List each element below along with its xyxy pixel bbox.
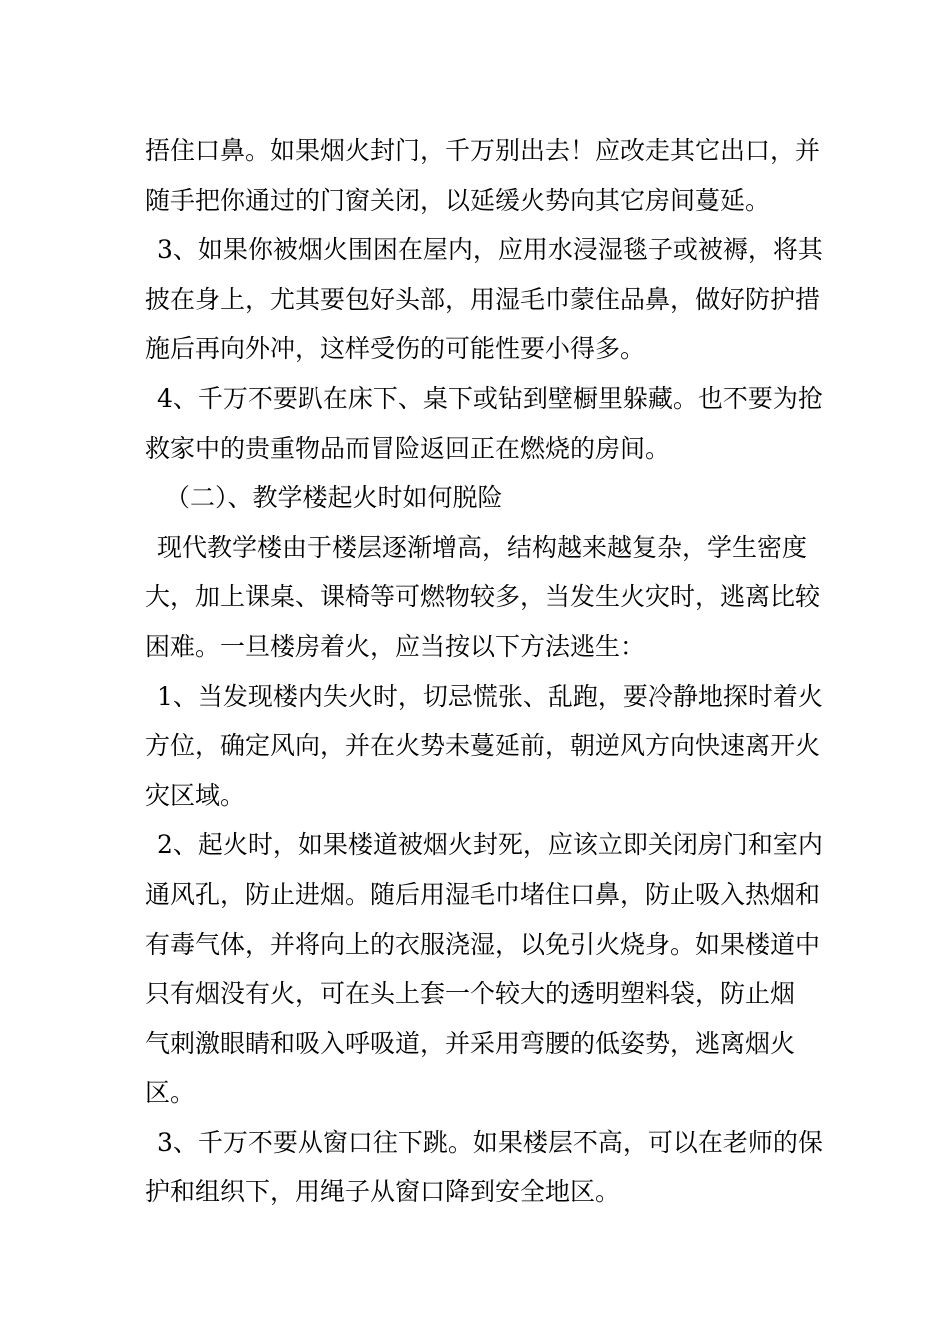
text-line: 通风孔，防止进烟。随后用湿毛巾堵住口鼻，防止吸入热烟和 xyxy=(145,879,821,909)
text-line: 披在身上，尤其要包好头部，用湿毛巾蒙住品鼻，做好防护措 xyxy=(145,284,821,314)
text-line: 施后再向外冲，这样受伤的可能性要小得多。 xyxy=(145,334,646,364)
text-line: 灾区域。 xyxy=(145,780,246,810)
list-item-3-line: 3、如果你被烟火围困在屋内，应用水浸湿毯子或被褥，将其 xyxy=(157,235,823,265)
text-line: 随手把你通过的门窗关闭，以延缓火势向其它房间蔓延。 xyxy=(145,185,771,215)
text-line: 有毒气体，并将向上的衣服浇湿，以免引火烧身。如果楼道中 xyxy=(145,929,821,959)
text-line: 只有烟没有火，可在头上套一个较大的透明塑料袋，防止烟 xyxy=(145,979,796,1009)
paragraph-start-line: 现代教学楼由于楼层逐渐增高，结构越来越复杂，学生密度 xyxy=(157,532,808,562)
list-item-2-line: 2、起火时，如果楼道被烟火封死，应该立即关闭房门和室内 xyxy=(157,830,823,860)
list-item-3b-line: 3、千万不要从窗口往下跳。如果楼层不高，可以在老师的保 xyxy=(157,1127,823,1157)
document-body xyxy=(145,126,823,1217)
text-line: 大，加上课桌、课椅等可燃物较多，当发生火灾时，逃离比较 xyxy=(145,582,821,612)
list-item-1-line: 1、当发现楼内失火时，切忌慌张、乱跑，要冷静地探时着火 xyxy=(157,681,823,711)
text-line: 护和组织下，用绳子从窗口降到安全地区。 xyxy=(145,1177,621,1207)
text-line: 困难。一旦楼房着火，应当按以下方法逃生： xyxy=(145,631,646,661)
section-heading: （二）、教学楼起火时如何脱险 xyxy=(165,483,503,513)
text-line: 区。 xyxy=(145,1078,196,1108)
list-item-4-line: 4、千万不要趴在床下、桌下或钻到壁橱里躲藏。也不要为抢 xyxy=(157,383,823,413)
text-line: 救家中的贵重物品而冒险返回正在燃烧的房间。 xyxy=(145,433,671,463)
text-line: 捂住口鼻。如果烟火封门，千万别出去！应改走其它出口，并 xyxy=(145,136,821,165)
text-line: 方位，确定风向，并在火势未蔓延前，朝逆风方向快速离开火 xyxy=(145,731,821,761)
text-line: 气刺激眼睛和吸入呼吸道，并采用弯腰的低姿势，逃离烟火 xyxy=(145,1028,796,1058)
